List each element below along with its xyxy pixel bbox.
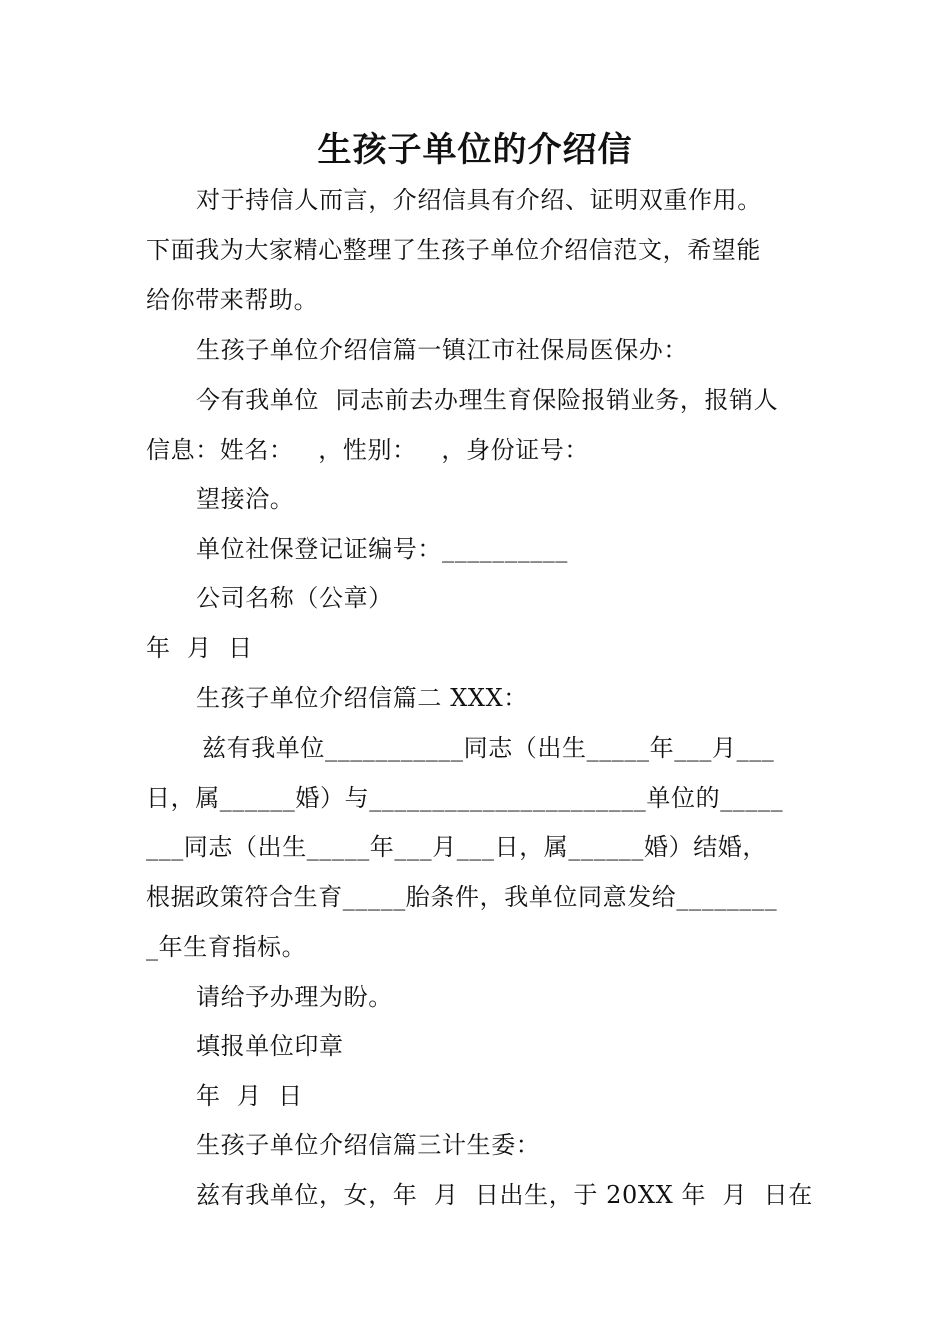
section-2-line-3: ___同志（出生_____年___月___日，属______婚）结婚， (146, 833, 767, 861)
intro-line-2: 下面我为大家精心整理了生孩子单位介绍信范文，希望能 (146, 236, 761, 264)
intro-line-3: 给你带来帮助。 (146, 286, 319, 314)
section-1-line-3: 望接洽。 (196, 485, 295, 513)
section-1-registration: 单位社保登记证编号：__________ (196, 535, 568, 563)
section-3-line-1: 兹有我单位，女，年 月 日出生，于 20XX 年 月 日在 (196, 1181, 813, 1209)
section-1-line-2: 信息：姓名： ，性别： ，身份证号： (146, 436, 589, 464)
section-3-heading: 生孩子单位介绍信篇三计生委： (196, 1131, 541, 1159)
section-2-line-2: 日，属______婚）与______________________单位的_____ (146, 784, 784, 812)
section-2-seal: 填报单位印章 (196, 1032, 344, 1060)
section-1-line-1: 今有我单位 同志前去办理生育保险报销业务，报销人 (196, 386, 779, 414)
section-2-closing: 请给予办理为盼。 (196, 983, 393, 1011)
intro-line-1: 对于持信人而言，介绍信具有介绍、证明双重作用。 (196, 186, 762, 214)
section-2-line-1: 兹有我单位___________同志（出生_____年___月___ (202, 734, 775, 762)
section-2-line-4: 根据政策符合生育_____胎条件，我单位同意发给________ (146, 883, 778, 911)
document-title: 生孩子单位的介绍信 (317, 130, 633, 170)
section-1-date: 年 月 日 (146, 634, 253, 662)
section-1-company: 公司名称（公章） (196, 584, 393, 612)
section-2-line-5: _年生育指标。 (146, 933, 307, 961)
section-1-heading: 生孩子单位介绍信篇一镇江市社保局医保办： (196, 336, 688, 364)
section-2-heading: 生孩子单位介绍信篇二 XXX： (196, 684, 528, 712)
section-2-date: 年 月 日 (196, 1082, 303, 1110)
